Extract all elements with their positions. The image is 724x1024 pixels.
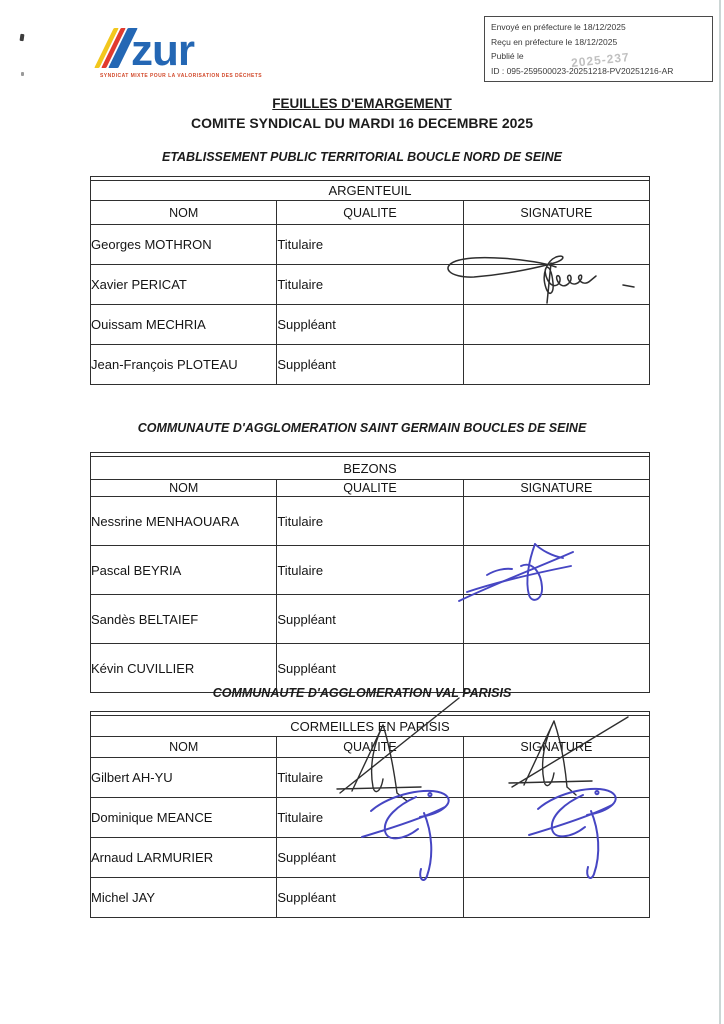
column-header-nom: NOM	[91, 737, 277, 758]
member-name: Dominique MEANCE	[91, 798, 277, 838]
column-header-signature: SIGNATURE	[463, 201, 649, 225]
member-role: Suppléant	[277, 644, 463, 693]
document-subtitle: COMITE SYNDICAL DU MARDI 16 DECEMBRE 2025	[190, 115, 534, 131]
column-header-qualite: QUALITE	[277, 480, 463, 497]
scan-margin-mark	[21, 72, 24, 76]
azur-logo-tagline: SYNDICAT MIXTE POUR LA VALORISATION DES DÉCHETS	[100, 73, 263, 79]
table-row	[91, 305, 650, 345]
azur-logo-stripes-icon	[100, 26, 134, 70]
signature-cell	[463, 878, 649, 918]
stamp-watermark: 2025-237	[570, 49, 631, 71]
table-row	[91, 878, 650, 918]
table-row	[91, 225, 650, 265]
signature-cell	[463, 345, 649, 385]
column-header-qualite: QUALITE	[277, 201, 463, 225]
member-name: Michel JAY	[91, 878, 277, 918]
azur-logo-wordmark: zur	[131, 26, 194, 75]
table-row	[91, 758, 650, 798]
document-title: FEUILLES D'EMARGEMENT	[272, 96, 452, 111]
member-role: Suppléant	[277, 345, 463, 385]
signature-cell	[463, 225, 649, 265]
member-name: Jean-François PLOTEAU	[91, 345, 277, 385]
table-row	[91, 497, 650, 546]
stamp-id-line: ID : 095-259500023-20251218-PV20251216-AR	[491, 65, 674, 76]
attendance-table-cormeilles-en-parisis	[90, 711, 650, 918]
member-role: Suppléant	[277, 305, 463, 345]
signature-cell	[463, 546, 649, 595]
section-heading-boucle-nord-de-seine: ETABLISSEMENT PUBLIC TERRITORIAL BOUCLE NORD DE SEINE	[161, 150, 563, 164]
signature-cell	[463, 265, 649, 305]
member-role: Titulaire	[277, 758, 463, 798]
signature-cell	[463, 758, 649, 798]
azur-logo	[100, 26, 262, 79]
attendance-table-argenteuil	[90, 176, 650, 385]
signature-cell	[463, 595, 649, 644]
member-name: Arnaud LARMURIER	[91, 838, 277, 878]
column-header-nom: NOM	[91, 201, 277, 225]
signature-cell	[463, 497, 649, 546]
member-name: Xavier PERICAT	[91, 265, 277, 305]
column-header-nom: NOM	[91, 480, 277, 497]
member-name: Kévin CUVILLIER	[91, 644, 277, 693]
member-name: Sandès BELTAIEF	[91, 595, 277, 644]
member-name: Ouissam MECHRIA	[91, 305, 277, 345]
table-row	[91, 265, 650, 305]
member-role: Suppléant	[277, 595, 463, 644]
member-name: Georges MOTHRON	[91, 225, 277, 265]
column-header-qualite: QUALITE	[277, 737, 463, 758]
table-city-title: CORMEILLES EN PARISIS	[91, 716, 650, 737]
stamp-published-line: Publié le	[491, 51, 524, 61]
table-row	[91, 798, 650, 838]
signature-cell	[463, 305, 649, 345]
column-header-signature: SIGNATURE	[463, 480, 649, 497]
stamp-received-line: Reçu en préfecture le 18/12/2025	[491, 36, 618, 47]
section-heading-val-parisis: COMMUNAUTE D'AGGLOMERATION VAL PARISIS	[212, 686, 512, 700]
member-role: Titulaire	[277, 225, 463, 265]
member-role: Titulaire	[277, 798, 463, 838]
column-header-signature: SIGNATURE	[463, 737, 649, 758]
table-city-title: BEZONS	[91, 457, 650, 480]
section-heading-saint-germain-boucles-de-seine: COMMUNAUTE D'AGGLOMERATION SAINT GERMAIN BOUCLES DE SEINE	[137, 421, 587, 435]
table-row	[91, 838, 650, 878]
member-role: Suppléant	[277, 838, 463, 878]
table-row	[91, 546, 650, 595]
attendance-table-bezons	[90, 452, 650, 693]
member-role: Titulaire	[277, 265, 463, 305]
table-row	[91, 345, 650, 385]
member-role: Titulaire	[277, 546, 463, 595]
member-role: Suppléant	[277, 878, 463, 918]
table-city-title: ARGENTEUIL	[91, 181, 650, 201]
member-name: Pascal BEYRIA	[91, 546, 277, 595]
stamp-sent-line: Envoyé en préfecture le 18/12/2025	[491, 22, 626, 32]
scan-margin-mark	[20, 34, 25, 41]
member-name: Nessrine MENHAOUARA	[91, 497, 277, 546]
signature-cell	[463, 838, 649, 878]
table-row	[91, 595, 650, 644]
signature-cell	[463, 798, 649, 838]
prefecture-stamp-box	[484, 16, 713, 82]
member-name: Gilbert AH-YU	[91, 758, 277, 798]
member-role: Titulaire	[277, 497, 463, 546]
